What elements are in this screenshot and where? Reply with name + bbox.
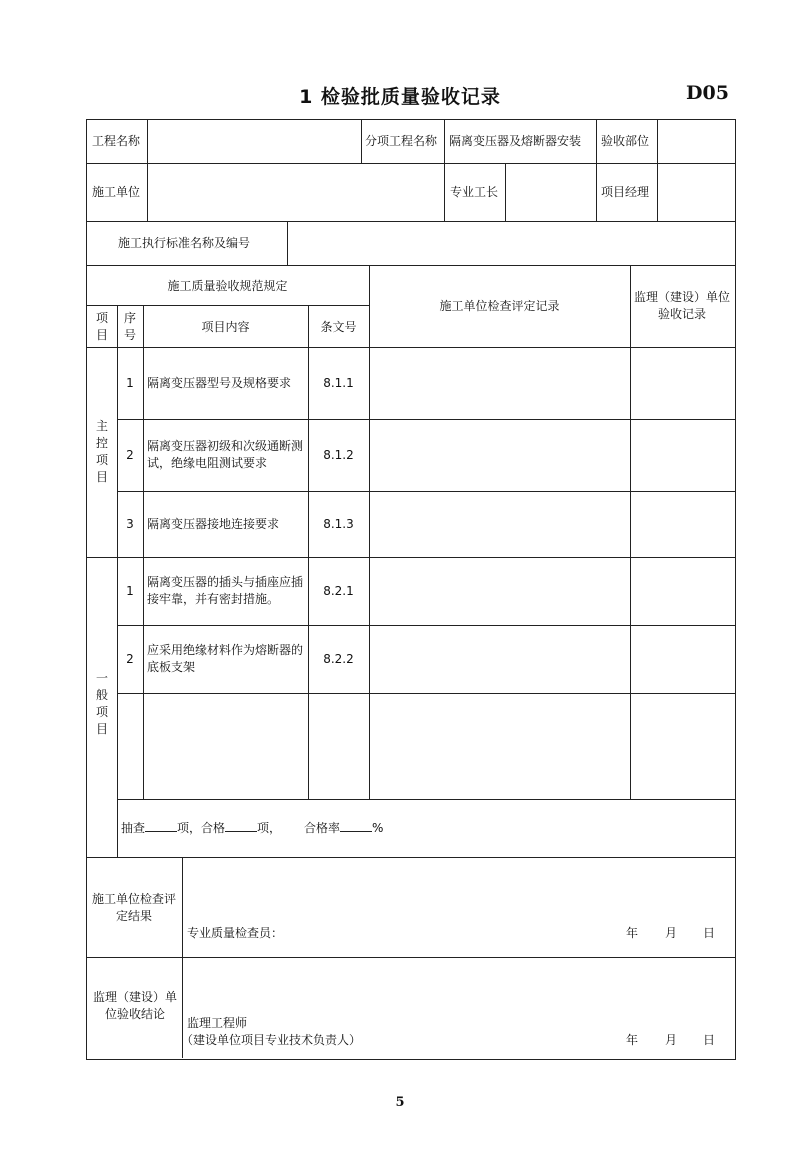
supervision-year: 年: [626, 1033, 639, 1047]
construction-day: 日: [703, 926, 716, 940]
main-row-1-clause: 8.1.1: [323, 376, 354, 390]
sampling-percent: %: [371, 821, 384, 835]
sampling-check-label: 抽查: [121, 821, 146, 835]
main-items-label: 主控项目: [95, 419, 108, 484]
main-row-1-content: 隔离变压器型号及规格要求: [147, 376, 292, 390]
general-row-1-clause: 8.2.1: [323, 584, 354, 598]
inspector-label: 专业质量检查员：: [187, 926, 284, 940]
sampling-rate-label: 合格率: [303, 821, 340, 835]
main-row-3-seq: 3: [126, 517, 134, 531]
supervision-month: 月: [665, 1033, 678, 1047]
construction-year: 年: [626, 926, 639, 940]
supervision-result-label: 监理（建设）单位验收结论: [92, 990, 177, 1021]
general-row-2-clause: 8.2.2: [323, 652, 354, 666]
main-row-3-clause: 8.1.3: [323, 517, 354, 531]
foreman-label: 专业工长: [450, 185, 499, 199]
sampling-item-unit: 项，合格: [177, 821, 226, 835]
project-manager-label: 项目经理: [601, 185, 650, 199]
sampling-rate-blank: [340, 819, 372, 832]
standard-label: 施工执行标准名称及编号: [118, 236, 251, 250]
page-number: 5: [395, 1095, 405, 1110]
sub-project-value: 隔离变压器及熔断器安装: [449, 134, 582, 148]
seq-header: 序号: [123, 311, 136, 342]
spec-header: 施工质量验收规范规定: [167, 279, 288, 293]
main-row-3-content: 隔离变压器接地连接要求: [147, 517, 280, 531]
content-header: 项目内容: [201, 320, 250, 334]
sampling-pass-blank: [225, 819, 257, 832]
form-code: D05: [686, 82, 729, 104]
construction-month: 月: [665, 926, 678, 940]
construction-unit-label: 施工单位: [92, 185, 141, 199]
main-row-1-seq: 1: [126, 376, 134, 390]
acceptance-part-label: 验收部位: [601, 134, 650, 148]
general-row-2-content: 应采用绝缘材料作为熔断器的底板支架: [147, 643, 304, 674]
general-row-1-seq: 1: [126, 584, 134, 598]
engineer-label: 监理工程师: [187, 1016, 248, 1030]
main-row-2-content: 隔离变压器初级和次级通断测试，绝缘电阻测试要求: [147, 439, 304, 470]
check-record-header: 施工单位检查评定记录: [439, 299, 560, 313]
engineer-sub-label: （建设单位项目专业技术负责人）: [181, 1033, 362, 1047]
supervision-header: 监理（建设）单位验收记录: [634, 290, 731, 321]
sub-project-label: 分项工程名称: [365, 134, 438, 148]
sampling-count-blank: [145, 819, 177, 832]
general-items-label: 一般项目: [95, 671, 108, 736]
general-row-2-seq: 2: [126, 652, 134, 666]
page-title: 1 检验批质量验收记录: [299, 86, 501, 108]
sampling-item-unit2: 项，: [257, 821, 282, 835]
item-type-header: 项目: [95, 311, 108, 342]
main-row-2-clause: 8.1.2: [323, 448, 354, 462]
clause-header: 条文号: [320, 320, 357, 334]
supervision-day: 日: [703, 1033, 716, 1047]
main-row-2-seq: 2: [126, 448, 134, 462]
project-name-label: 工程名称: [92, 134, 141, 148]
construction-result-label: 施工单位检查评定结果: [91, 892, 176, 923]
general-row-1-content: 隔离变压器的插头与插座应插接牢靠，并有密封措施。: [147, 575, 304, 606]
sampling-line: [121, 819, 383, 837]
